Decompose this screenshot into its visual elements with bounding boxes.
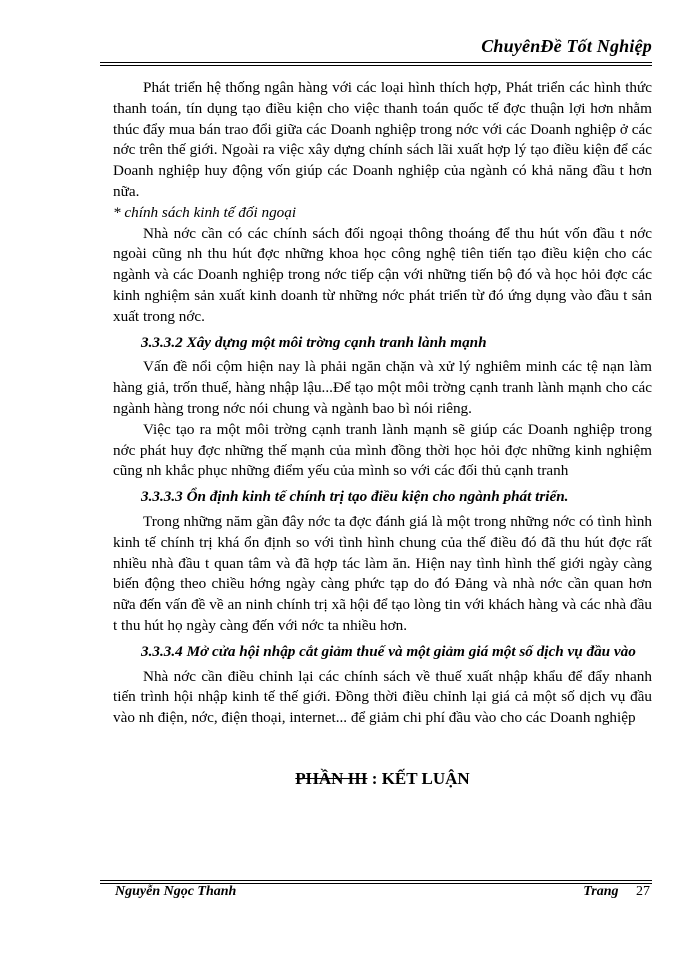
footer-rule-1 (100, 880, 652, 881)
paragraph-foreign-policy: Nhà nớc cần có các chính sách đối ngoại thông thoáng để thu hút vốn đầu t nớc ngoài cũng nh thu hút đợc những khoa học công nghệ tiên tiến tạo điều kiện cho các ngành và các Doanh nghiệp trong nớc tiếp cận với những tiến bộ đó và học hỏi đợc các kinh nghiệm sản xuất kinh doanh từ những nớc phát triển từ đó ứng dụng vào đầu t sản xuất trong nớc. (113, 224, 652, 325)
page-number: 27 (636, 884, 650, 899)
part-heading (113, 769, 652, 790)
section-heading-3334: 3.3.3.4 Mở cửa hội nhập cắt giảm thuế và một giảm giá một số dịch vụ đầu vào (141, 642, 636, 660)
part-number: PHẦN III (295, 768, 368, 788)
paragraph-competition-1: Vấn đề nổi cộm hiện nay là phải ngăn chặn và xử lý nghiêm minh các tệ nạn làm hàng giả, trốn thuế, hàng nhập lậu...Để tạo một môi trờng cạnh tranh lành mạnh cho các ngành hàng trong nớc nói chung và ngành bao bì nói riêng. (113, 358, 652, 417)
document-body (113, 78, 652, 790)
header-rule-2 (100, 65, 652, 66)
part-title: : KẾT LUẬN (367, 768, 470, 788)
section-heading-3332: 3.3.3.2 Xây dựng một môi trờng cạnh tranh lành mạnh (141, 333, 487, 351)
footer-author: Nguyễn Ngọc Thanh (115, 884, 237, 899)
paragraph-stability: Trong những năm gần đây nớc ta đợc đánh giá là một trong những nớc có tình hình kinh tế chính trị khá ổn định so với tình hình chung của thế điều đó đã thu hút đợc rất nhiều nhà đầu t quan tâm và đã hợp tác làm ăn. Hiện nay tình hình thế giới ngày càng biến động theo chiều hớng ngày càng phức tạp do đó Đảng và nhà nớc cần quan hơn nữa đến vấn đề về an ninh chính trị xã hội để tạo lòng tin với khách hàng và các nhà đầu t thu hút họ ngày càng đến với nớc ta nhiều hơn. (113, 512, 652, 634)
page-label: Trang (583, 884, 619, 899)
footer-page (583, 884, 650, 900)
paragraph-banking: Phát triển hệ thống ngân hàng với các loại hình thích hợp, Phát triển các hình thức thanh toán, tín dụng tạo điều kiện cho việc thanh toán quốc tế đợc thuận lợi hơn nhằm thúc đẩy mua bán trao đổi giữa các Doanh nghiệp trong nớc với các Doanh nghiệp ở các nớc trên thế giới. Ngoài ra việc xây dựng chính sách lãi xuất hợp lý tạo điều kiện để các Doanh nghiệp huy động vốn giúp các Doanh nghiệp của ngành có khả năng đầu t hơn nữa. (113, 79, 652, 200)
section-heading-3333: 3.3.3.3 Ổn định kinh tế chính trị tạo điều kiện cho ngành phát triển. (141, 488, 569, 506)
paragraph-competition-2: Việc tạo ra một môi trờng cạnh tranh lành mạnh sẽ giúp các Doanh nghiệp trong nớc phát huy đợc những thế mạnh của mình đồng thời học hỏi đợc những kinh nghiệm cũng nh khắc phục những điểm yếu của mình so với các đối thủ cạnh tranh (113, 420, 652, 480)
paragraph-integration: Nhà nớc cần điều chỉnh lại các chính sách về thuế xuất nhập khẩu để đẩy nhanh tiến trình hội nhập kinh tế thế giới. Đồng thời điều chỉnh lại giá cả một số dịch vụ đầu vào nh điện, nớc, điện thoại, internet... để giảm chi phí đầu vào cho các Doanh nghiệp (113, 667, 652, 727)
header-rule-1 (100, 62, 652, 63)
header-title: ChuyênĐề Tốt Nghiệp (481, 36, 652, 56)
subheading-foreign-policy: * chính sách kinh tế đối ngoại (113, 203, 297, 221)
